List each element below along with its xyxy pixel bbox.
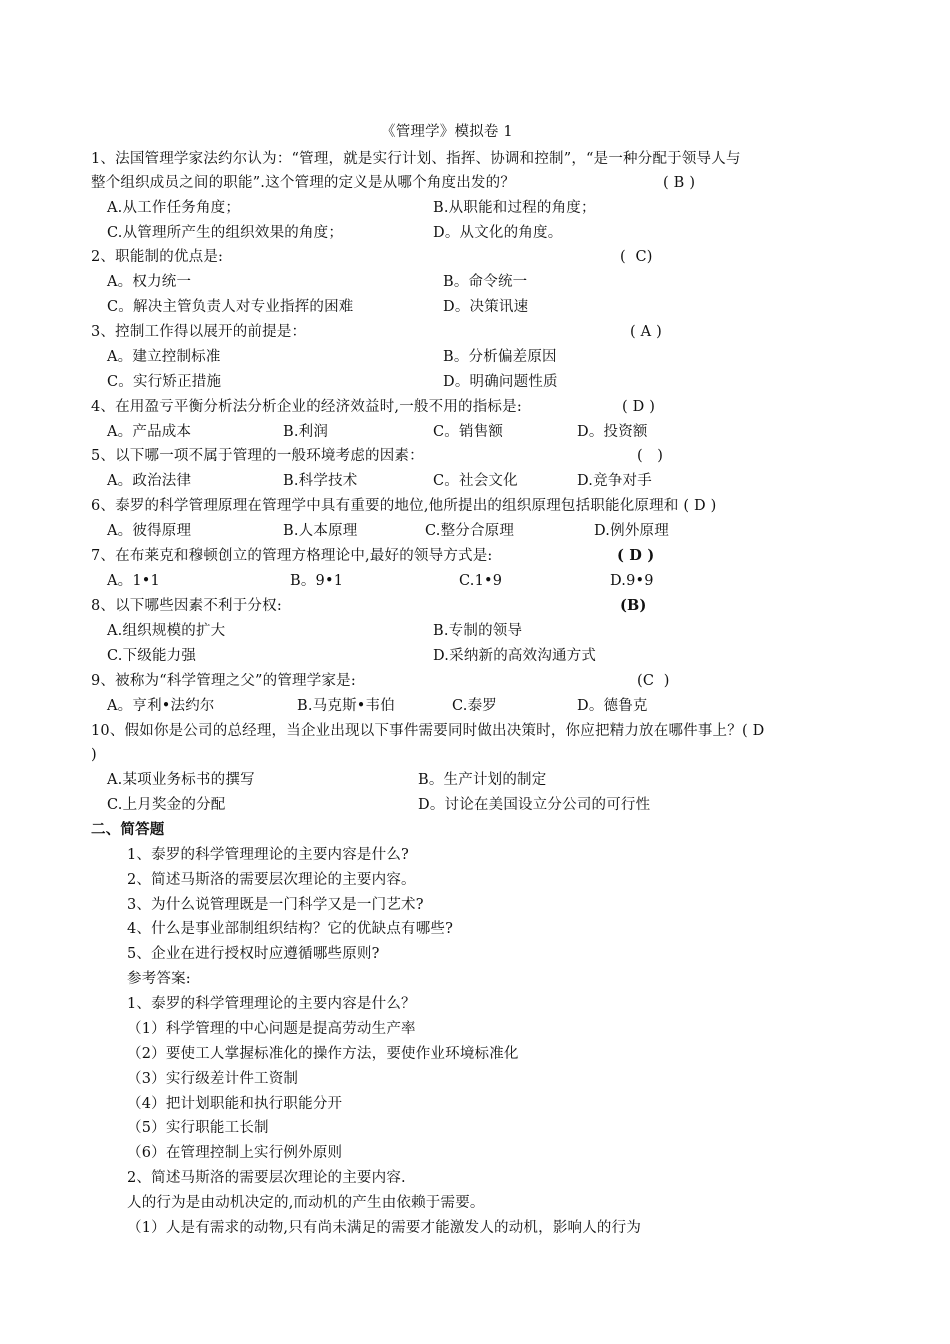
q4-option-d: D。投资额 bbox=[577, 424, 648, 440]
q9-option-b: B.马克斯•韦伯 bbox=[297, 698, 395, 714]
q9-option-a: A。亨利•法约尔 bbox=[107, 698, 215, 714]
q10-option-a: A.某项业务标书的撰写 bbox=[107, 772, 255, 788]
q1-stem-line2: 整个组织成员之间的职能”.这个管理的定义是从哪个角度出发的？ bbox=[91, 175, 516, 191]
q4-option-a: A。产品成本 bbox=[107, 424, 192, 440]
short-question-4: 4、什么是事业部制组织结构？它的优缺点有哪些? bbox=[127, 921, 454, 937]
q10-option-b: B。生产计划的制定 bbox=[418, 772, 547, 788]
q3-option-d: D。明确问题性质 bbox=[443, 374, 558, 390]
reference-answer-label: 参考答案: bbox=[127, 971, 191, 987]
answer1-point-4: （4）把计划职能和执行职能分开 bbox=[127, 1096, 343, 1112]
q6-option-b: B.人本原理 bbox=[283, 523, 358, 539]
q2-option-c: C。解决主管负责人对专业指挥的困难 bbox=[107, 299, 354, 315]
q5-option-b: B.科学技术 bbox=[283, 473, 358, 489]
q8-option-c: C.下级能力强 bbox=[107, 648, 197, 664]
q1-stem-line1: 1、法国管理学家法约尔认为：“管理，就是实行计划、指挥、协调和控制”，“是一种分配于领导人与 bbox=[91, 151, 741, 167]
answer2-title: 2、简述马斯洛的需要层次理论的主要内容. bbox=[127, 1170, 406, 1186]
q6-option-c: C.整分合原理 bbox=[425, 523, 515, 539]
q1-option-b: B.从职能和过程的角度； bbox=[433, 200, 596, 216]
q9-option-c: C.泰罗 bbox=[452, 698, 497, 714]
q7-option-d: D.9•9 bbox=[610, 573, 654, 589]
q4-answer: ( D ) bbox=[622, 399, 656, 415]
q10-option-c: C.上月奖金的分配 bbox=[107, 797, 226, 813]
q3-option-c: C。实行矫正措施 bbox=[107, 374, 222, 390]
q8-option-b: B.专制的领导 bbox=[433, 623, 523, 639]
answer1-point-5: （5）实行职能工长制 bbox=[127, 1120, 269, 1136]
q6-stem: 6、泰罗的科学管理原理在管理学中具有重要的地位,他所提出的组织原理包括职能化原理和 ( D ) bbox=[91, 498, 717, 514]
q5-stem: 5、以下哪一项不属于管理的一般环境考虑的因素： bbox=[91, 448, 424, 464]
q1-option-d: D。从文化的角度。 bbox=[433, 225, 563, 241]
q7-option-c: C.1•9 bbox=[459, 573, 503, 589]
q10-stem-line1: 10、假如你是公司的总经理，当企业出现以下事件需要同时做出决策时，你应把精力放在哪件事上？( D bbox=[91, 723, 765, 739]
q5-option-a: A。政治法律 bbox=[107, 473, 192, 489]
q7-answer: ( D ) bbox=[617, 547, 655, 564]
q3-answer: ( A ) bbox=[630, 324, 663, 340]
q3-option-a: A。建立控制标准 bbox=[107, 349, 221, 365]
q10-stem-line2: ) bbox=[91, 747, 97, 763]
q8-answer: (B) bbox=[620, 597, 647, 614]
document-title: 《管理学》模拟卷 1 bbox=[381, 124, 513, 140]
q7-stem: 7、在布莱克和穆顿创立的管理方格理论中,最好的领导方式是: bbox=[91, 548, 493, 564]
short-question-5: 5、企业在进行授权时应遵循哪些原则? bbox=[127, 946, 380, 962]
short-question-2: 2、简述马斯洛的需要层次理论的主要内容。 bbox=[127, 872, 416, 888]
q1-answer: ( B ) bbox=[663, 175, 696, 191]
q6-option-a: A。彼得原理 bbox=[107, 523, 192, 539]
q8-option-d: D.采纳新的高效沟通方式 bbox=[433, 648, 597, 664]
q7-option-a: A。1•1 bbox=[107, 573, 160, 589]
q9-option-d: D。德鲁克 bbox=[577, 698, 648, 714]
q9-answer: (C ) bbox=[637, 673, 670, 689]
q8-option-a: A.组织规模的扩大 bbox=[107, 623, 226, 639]
answer1-title: 1、泰罗的科学管理理论的主要内容是什么？ bbox=[127, 996, 416, 1012]
q7-option-b: B。9•1 bbox=[290, 573, 344, 589]
q3-stem: 3、控制工作得以展开的前提是： bbox=[91, 324, 307, 340]
q5-option-c: C。社会文化 bbox=[433, 473, 518, 489]
q6-option-d: D.例外原理 bbox=[594, 523, 669, 539]
q2-option-d: D。决策讯速 bbox=[443, 299, 529, 315]
answer1-point-3: （3）实行级差计件工资制 bbox=[127, 1071, 299, 1087]
q2-answer: ( C) bbox=[620, 249, 653, 265]
q5-option-d: D.竞争对手 bbox=[577, 473, 652, 489]
answer1-point-1: （1）科学管理的中心问题是提高劳动生产率 bbox=[127, 1021, 416, 1037]
answer2-point-1: （1）人是有需求的动物,只有尚未满足的需要才能激发人的动机，影响人的行为 bbox=[127, 1220, 642, 1236]
answer1-point-2: （2）要使工人掌握标准化的操作方法，要使作业环境标准化 bbox=[127, 1046, 519, 1062]
q1-option-c: C.从管理所产生的组织效果的角度； bbox=[107, 225, 344, 241]
q9-stem: 9、被称为“科学管理之父”的管理学家是: bbox=[91, 673, 356, 689]
q8-stem: 8、以下哪些因素不利于分权: bbox=[91, 598, 282, 614]
short-question-3: 3、为什么说管理既是一门科学又是一门艺术? bbox=[127, 897, 424, 913]
q10-option-d: D。讨论在美国设立分公司的可行性 bbox=[418, 797, 651, 813]
q2-option-b: B。命令统一 bbox=[443, 274, 528, 290]
answer1-point-6: （6）在管理控制上实行例外原则 bbox=[127, 1145, 343, 1161]
short-question-1: 1、泰罗的科学管理理论的主要内容是什么? bbox=[127, 847, 409, 863]
q5-answer: ( ) bbox=[637, 448, 664, 464]
q4-option-c: C。销售额 bbox=[433, 424, 504, 440]
q3-option-b: B。分析偏差原因 bbox=[443, 349, 557, 365]
section2-heading: 二、简答题 bbox=[91, 821, 165, 838]
q1-option-a: A.从工作任务角度； bbox=[107, 200, 241, 216]
q4-option-b: B.利润 bbox=[283, 424, 329, 440]
q4-stem: 4、在用盈亏平衡分析法分析企业的经济效益时,一般不用的指标是: bbox=[91, 399, 522, 415]
answer2-intro: 人的行为是由动机决定的,而动机的产生由依赖于需要。 bbox=[127, 1195, 485, 1211]
q2-stem: 2、职能制的优点是: bbox=[91, 249, 224, 265]
q2-option-a: A。权力统一 bbox=[107, 274, 192, 290]
